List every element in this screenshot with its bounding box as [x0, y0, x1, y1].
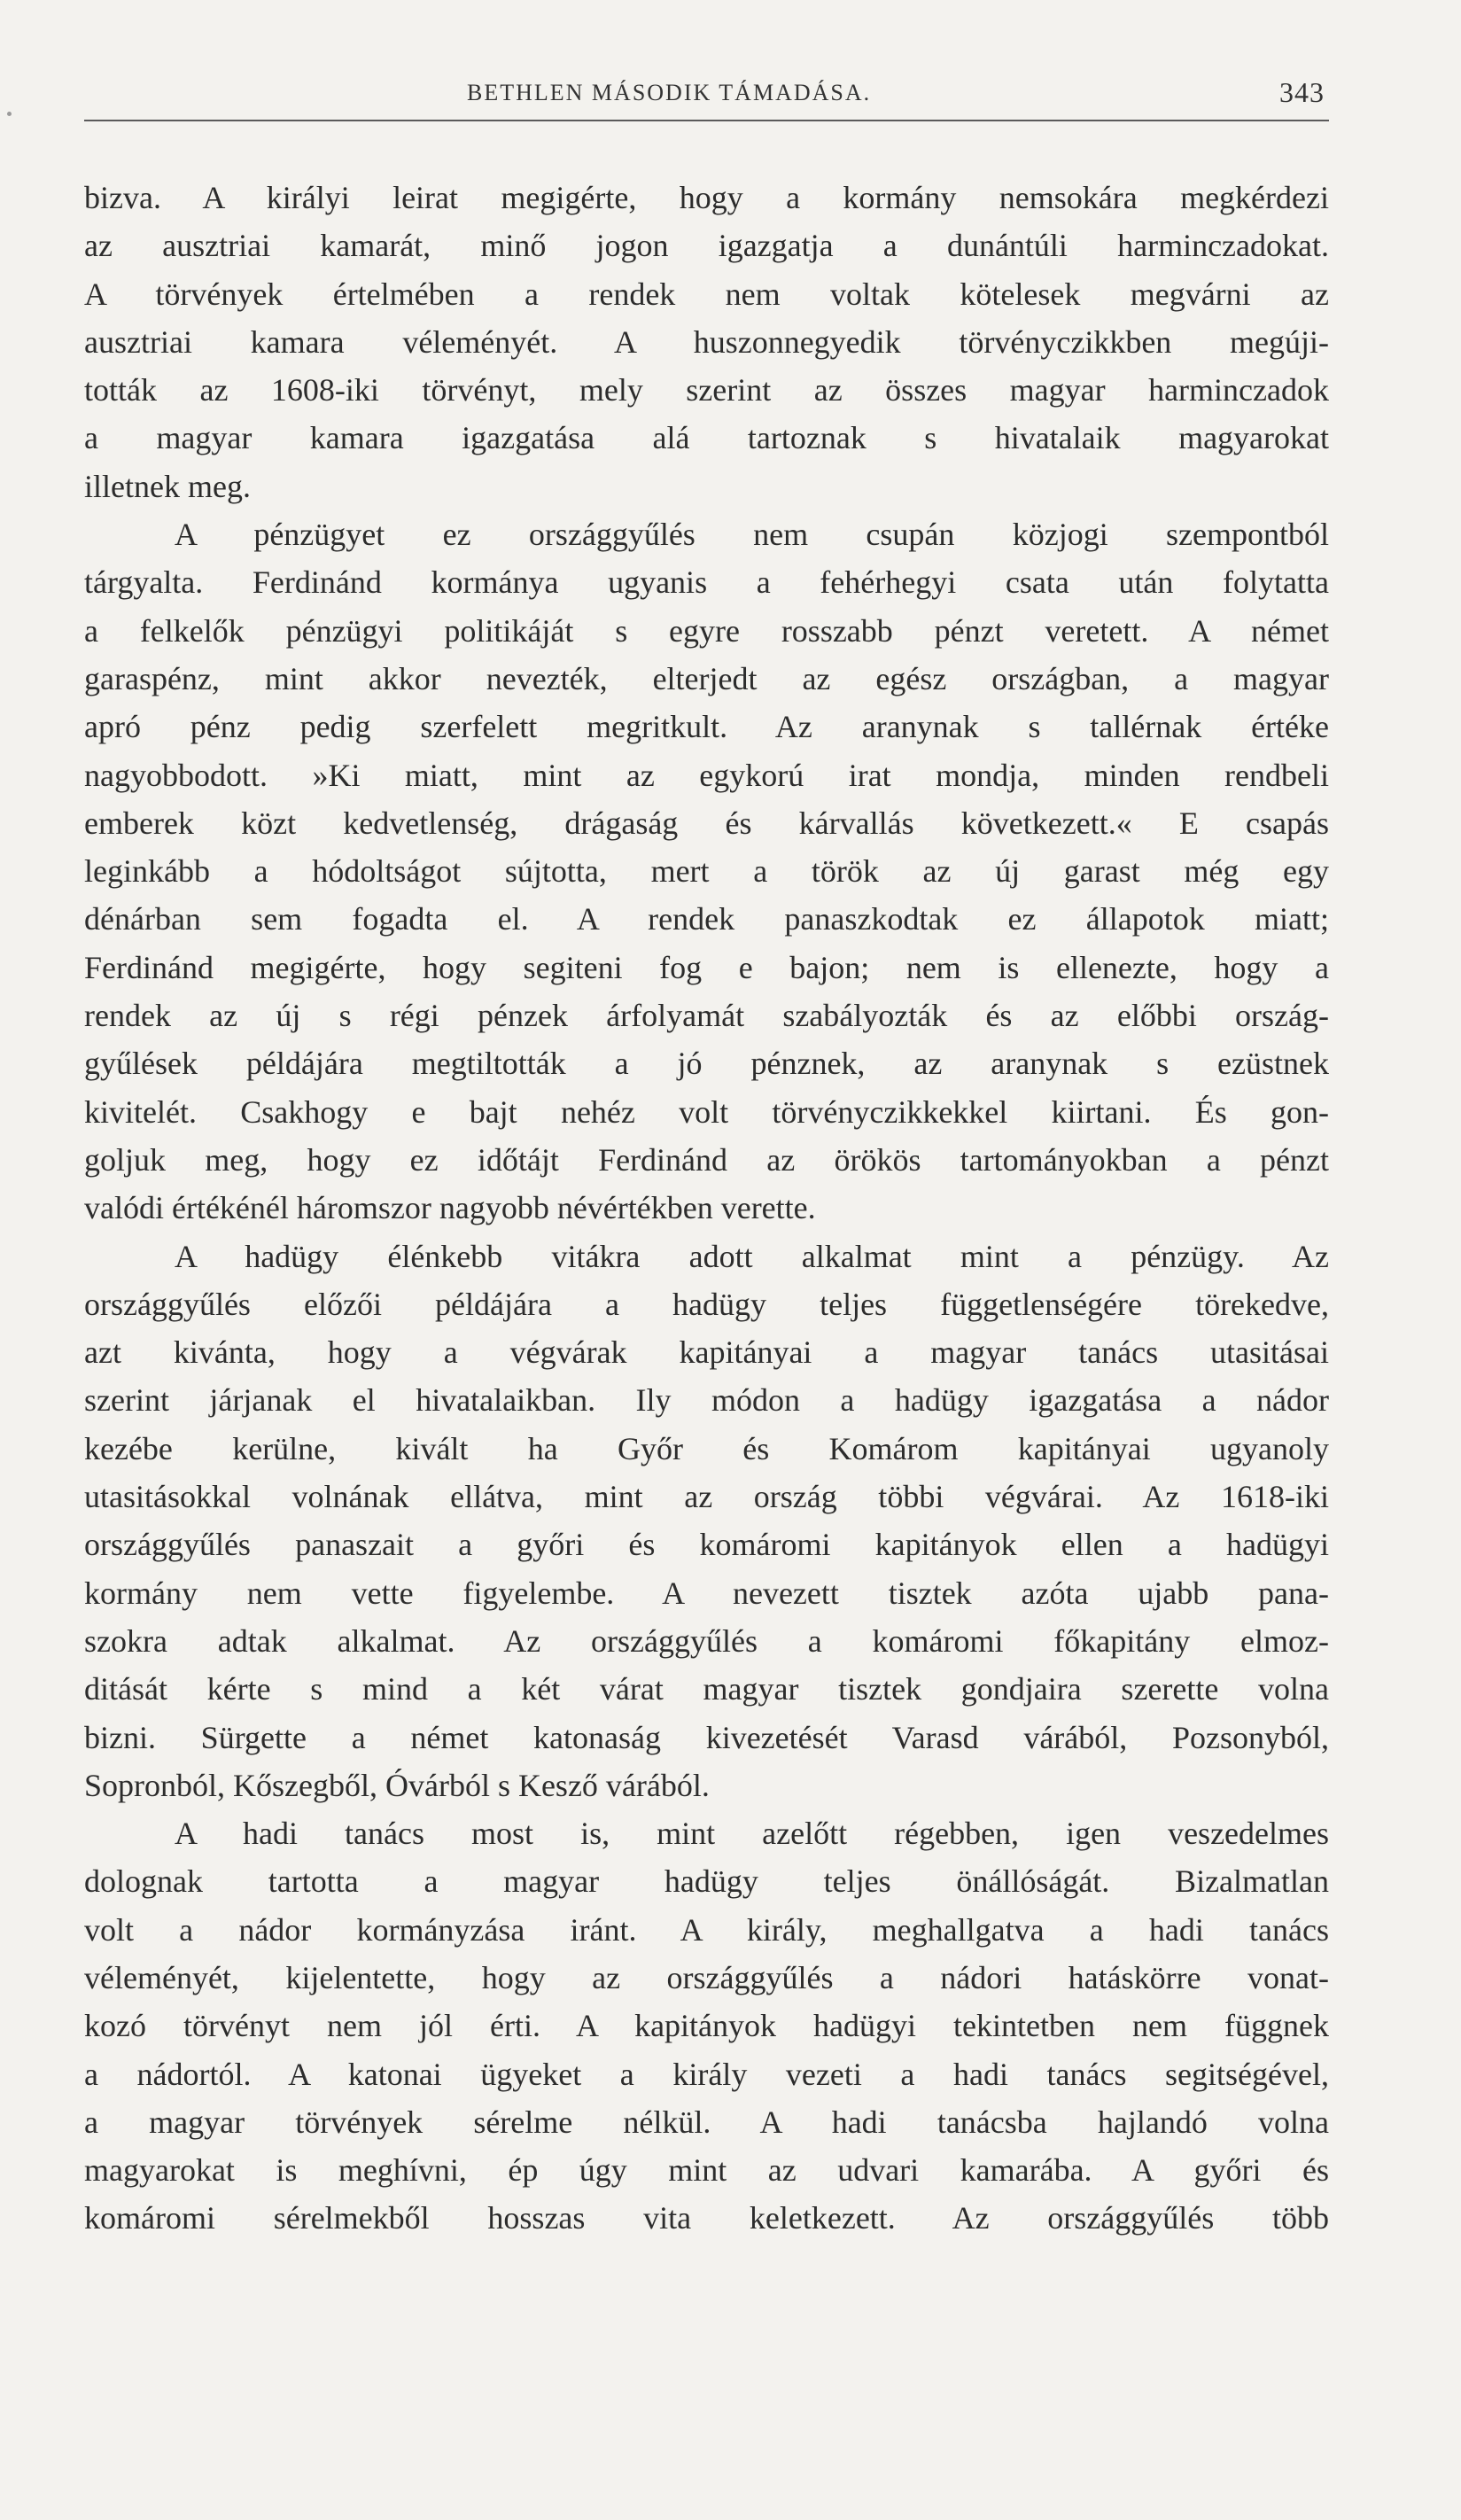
text-line: apró pénz pedig szerfelett megritkult. Az aranynak s tallérnak értéke — [84, 709, 1329, 745]
text-line: gyűlések példájára megtiltották a jó pénznek, az aranynak s ezüstnek — [84, 1046, 1329, 1082]
text-line: illetnek meg. — [84, 468, 251, 504]
body-text — [84, 174, 1329, 2243]
text-line: kormány nem vette figyelembe. A nevezett tisztek azóta ujabb pana- — [84, 1575, 1329, 1611]
text-line: szokra adtak alkalmat. Az országgyűlés a komáromi főkapitány elmoz- — [84, 1622, 1329, 1659]
text-line: rendek az új s régi pénzek árfolyamát szabályozták és az előbbi ország- — [84, 998, 1329, 1034]
text-line: kozó törvényt nem jól érti. A kapitányok hadügyi tekintetben nem függnek — [84, 2008, 1329, 2044]
text-line: azt kivánta, hogy a végvárak kapitányai a magyar tanács utasitásai — [84, 1334, 1329, 1371]
text-line: országgyűlés panaszait a győri és komáromi kapitányok ellen a hadügyi — [84, 1527, 1329, 1563]
text-line: volt a nádor kormányzása iránt. A király, meghallgatva a hadi tanács — [84, 1911, 1329, 1948]
text-line: a nádortól. A katonai ügyeket a király vezeti a hadi tanács segitségével, — [84, 2056, 1329, 2092]
text-line: nagyobbodott. »Ki miatt, mint az egykorú irat mondja, minden rendbeli — [84, 757, 1329, 793]
text-line: bizva. A királyi leirat megigérte, hogy a kormány nemsokára megkérdezi — [84, 180, 1329, 215]
text-line: tották az 1608-iki törvényt, mely szerint az összes magyar harminczadok — [84, 372, 1329, 408]
text-line: komáromi sérelmekből hosszas vita keletkezett. Az országgyűlés több — [84, 2200, 1329, 2236]
text-line: A pénzügyet ez országgyűlés nem csupán közjogi szempontból — [175, 517, 1329, 553]
text-line: kivitelét. Csakhogy e bajt nehéz volt törvényczikkekkel kiirtani. És gon- — [84, 1093, 1329, 1130]
text-line: goljuk meg, hogy ez időtájt Ferdinánd az örökös tartományokban a pénzt — [84, 1141, 1329, 1178]
page-number: 343 — [1279, 76, 1325, 108]
text-line: az ausztriai kamarát, minő jogon igazgatja a dunántúli harminczadokat. — [84, 228, 1329, 264]
text-line: tárgyalta. Ferdinánd kormánya ugyanis a fehérhegyi csata után folytatta — [84, 564, 1329, 601]
text-line: emberek közt kedvetlenség, drágaság és kárvallás következett.« E csapás — [84, 805, 1329, 841]
paper-speck — [7, 112, 12, 116]
text-line: A törvények értelmében a rendek nem voltak kötelesek megvárni az — [84, 276, 1329, 312]
text-line: szerint járjanak el hivatalaikban. Ily módon a hadügy igazgatása a nádor — [84, 1382, 1329, 1419]
text-line: a magyar kamara igazgatása alá tartoznak s hivatalaik magyarokat — [84, 420, 1329, 456]
text-line: Sopronból, Kőszegből, Óvárból s Kesző várából. — [84, 1767, 710, 1803]
text-line: dolognak tartotta a magyar hadügy teljes önállóságát. Bizalmatlan — [84, 1863, 1329, 1900]
text-line: véleményét, kijelentette, hogy az országgyűlés a nádori hatáskörre vonat- — [84, 1959, 1329, 1995]
text-line: a felkelők pénzügyi politikáját s egyre rosszabb pénzt veretett. A német — [84, 612, 1329, 649]
text-line: A hadügy élénkebb vitákra adott alkalmat mint a pénzügy. Az — [175, 1238, 1329, 1274]
text-line: dénárban sem fogadta el. A rendek panaszkodtak ez állapotok miatt; — [84, 901, 1329, 937]
text-line: utasitásokkal volnának ellátva, mint az ország többi végvárai. Az 1618-iki — [84, 1479, 1329, 1515]
text-line: Ferdinánd megigérte, hogy segiteni fog e bajon; nem is ellenezte, hogy a — [84, 949, 1329, 985]
page-header — [84, 76, 1325, 121]
text-line: magyarokat is meghívni, ép úgy mint az udvari kamarába. A győri és — [84, 2152, 1329, 2189]
running-title: BETHLEN MÁSODIK TÁMADÁSA. — [467, 80, 872, 105]
text-line: garaspénz, mint akkor nevezték, elterjedt az egész országban, a magyar — [84, 660, 1329, 696]
text-line: leginkább a hódoltságot sújtotta, mert a török az új garast még egy — [84, 853, 1329, 890]
text-line: valódi értékénél háromszor nagyobb névértékben verette. — [84, 1190, 816, 1226]
text-line: bizni. Sürgette a német katonaság kivezetését Varasd várából, Pozsonyból, — [84, 1719, 1329, 1755]
text-line: ausztriai kamara véleményét. A huszonnegyedik törvényczikkben megúji- — [84, 323, 1329, 360]
text-line: országgyűlés előzői példájára a hadügy teljes függetlenségére törekedve, — [84, 1286, 1329, 1322]
text-line: kezébe kerülne, kivált ha Győr és Komárom kapitányai ugyanoly — [84, 1430, 1329, 1466]
text-line: ditását kérte s mind a két várat magyar tisztek gondjaira szerette volna — [84, 1671, 1329, 1707]
text-line: A hadi tanács most is, mint azelőtt régebben, igen veszedelmes — [175, 1816, 1329, 1852]
header-rule — [84, 120, 1329, 121]
text-line: a magyar törvények sérelme nélkül. A hadi tanácsba hajlandó volna — [84, 2104, 1329, 2140]
